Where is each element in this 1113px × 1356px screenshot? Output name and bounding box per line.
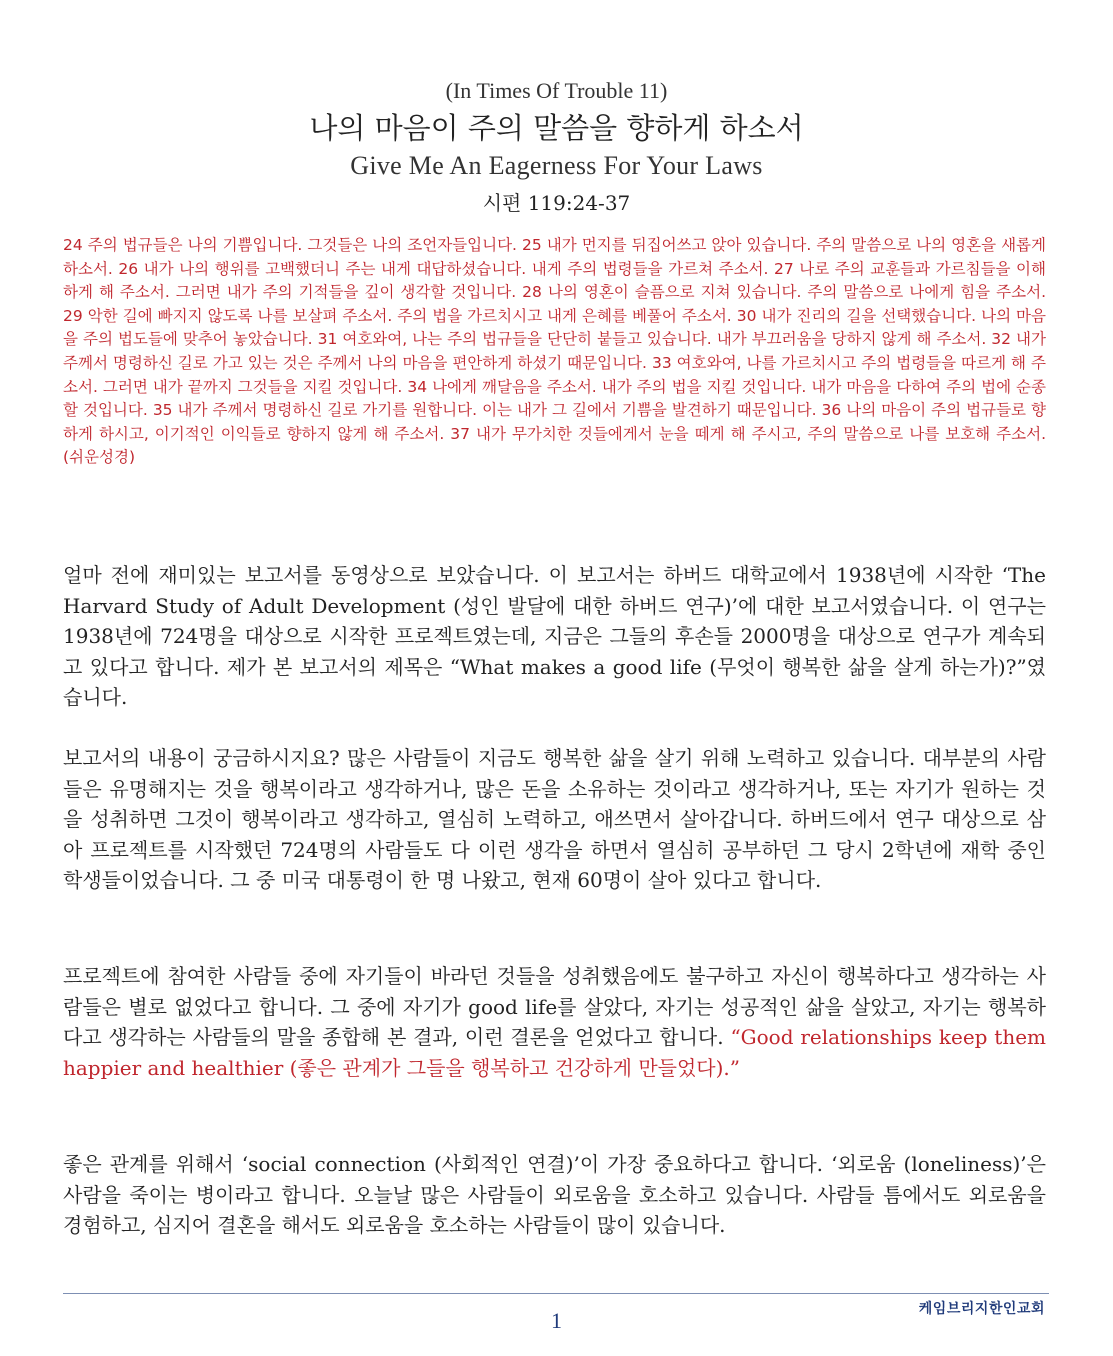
body-paragraph-3 [63,961,1046,1083]
scripture-passage: 24 주의 법규들은 나의 기쁨입니다. 그것들은 나의 조언자들입니다. 25 내가 먼지를 뒤집어쓰고 앉아 있습니다. 주의 말씀으로 나의 영혼을 새롭게 하소서. 26 내가 나의 행위를 고백했더니 주는 내게 대답하셨습니다. 내게 주의 법령들을 가르쳐 주소서. 27 나로 주의 교훈들과 가르침들을 이해하게 해 주소서. 그러면 내가 주의 기적들을 깊이 생각할 것입니다. 28 나의 영혼이 슬픔으로 지쳐 있습니다. 주의 말씀으로 나에게 힘을 주소서. 29 악한 길에 빠지지 않도록 나를 보살펴 주소서. 주의 법을 가르치시고 내게 은혜를 베풀어 주소서. 30 내가 진리의 길을 선택했습니다. 나의 마음을 주의 법도들에 맞추어 놓았습니다. 31 여호와여, 나는 주의 법규들을 단단히 붙들고 있습니다. 내가 부끄러움을 당하지 않게 해 주소서. 32 내가 주께서 명령하신 길로 가고 있는 것은 주께서 나의 마음을 편안하게 하셨기 때문입니다. 33 여호와여, 나를 가르치시고 주의 법령들을 따르게 해 주소서. 그러면 내가 끝까지 그것들을 지킬 것입니다. 34 나에게 깨달음을 주소서. 내가 주의 법을 지킬 것입니다. 내가 마음을 다하여 주의 법에 순종할 것입니다. 35 내가 주께서 명령하신 길로 가기를 원합니다. 이는 내가 그 길에서 기쁨을 발견하기 때문입니다. 36 나의 마음이 주의 법규들로 향하게 하시고, 이기적인 이익들로 향하지 않게 해 주소서. 37 내가 무가치한 것들에게서 눈을 떼게 해 주시고, 주의 말씀으로 나를 보호해 주소서. (쉬운성경) [63,236,1046,467]
series-title: (In Times Of Trouble 11) [445,78,668,103]
sermon-title-english: Give Me An Eagerness For Your Laws [350,151,763,180]
body-paragraph-2: 보고서의 내용이 궁금하시지요? 많은 사람들이 지금도 행복한 삶을 살기 위해 노력하고 있습니다. 대부분의 사람들은 유명해지는 것을 행복이라고 생각하거나, 많은 돈을 소유하는 것이라고 생각하거나, 또는 자기가 원하는 것을 성취하면 그것이 행복이라고 생각하고, 열심히 노력하고, 애쓰면서 살아갑니다. 하버드에서 연구 대상으로 삼아 프로젝트를 시작했던 724명의 사람들도 다 이런 생각을 하면서 열심히 공부하던 그 당시 2학년에 재학 중인 학생들이었습니다. 그 중 미국 대통령이 한 명 나왔고, 현재 60명이 살아 있다고 합니다. [63,746,1046,893]
body-paragraph-4: 좋은 관계를 위해서 ‘social connection (사회적인 연결)’이 가장 중요하다고 합니다. ‘외로움 (loneliness)’은 사람을 죽이는 병이라고 합니다. 오늘날 많은 사람들이 외로움을 호소하고 있습니다. 사람들 틈에서도 외로움을 경험하고, 심지어 결혼을 해서도 외로움을 호소하는 사람들이 많이 있습니다. [63,1152,1046,1238]
paragraph-text: 프로젝트에 참여한 사람들 중에 자기들이 바라던 것들을 성취했음에도 불구하고 자신이 행복하다고 생각하는 사람들은 별로 없었다고 합니다. 그 중에 자기가 good life를 살았다, 자기는 성공적인 삶을 살았고, 자기는 행복하다고 생각하는 사람들의 말을 종합해 본 결과, 이런 결론을 얻었다고 합니다. [63,964,1046,1050]
footer-divider [63,1293,1049,1294]
body-paragraph-1: 얼마 전에 재미있는 보고서를 동영상으로 보았습니다. 이 보고서는 하버드 대학교에서 1938년에 시작한 ‘The Harvard Study of Adult Development (성인 발달에 대한 하버드 연구)’에 대한 보고서였습니다. 이 연구는 1938년에 724명을 대상으로 시작한 프로젝트였는데, 지금은 그들의 후손들 2000명을 대상으로 연구가 계속되고 있다고 합니다. 제가 본 보고서의 제목은 “What makes a good life (무엇이 행복한 삶을 살게 하는가)?”였습니다. [63,563,1046,710]
church-name: 케임브리지한인교회 [918,1301,1045,1317]
sermon-header [0,76,1113,220]
highlighted-quote: “Good relationships keep them happier and healthier (좋은 관계가 그들을 행복하고 건강하게 만들었다).” [63,1025,1047,1080]
sermon-title-korean: 나의 마음이 주의 말씀을 향하게 하소서 [309,111,804,145]
scripture-reference: 시편 119:24-37 [482,191,631,215]
page-number: 1 [551,1308,562,1333]
